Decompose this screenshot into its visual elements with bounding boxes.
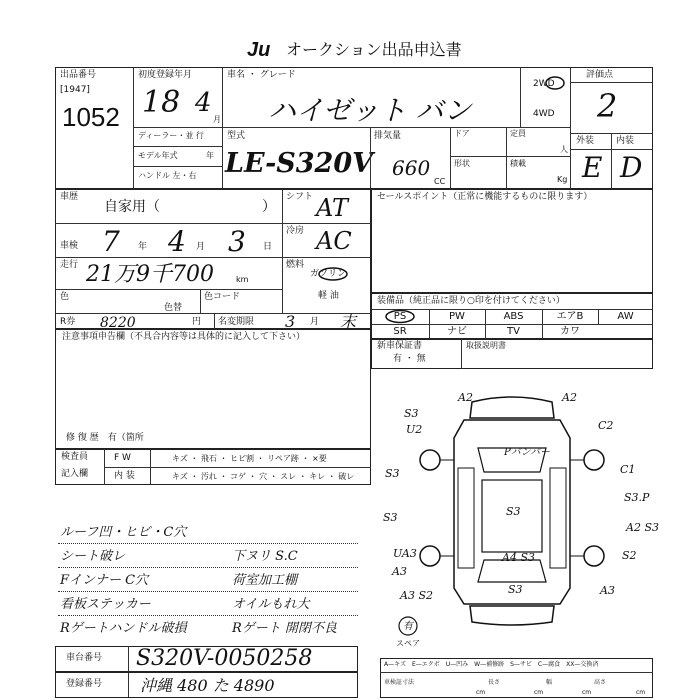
- legend-field-1: 車検証寸法: [384, 679, 415, 686]
- exterior-label: 外装: [576, 136, 595, 146]
- eval-score: 2: [597, 87, 618, 125]
- note-right-3: オイルもれ大: [232, 597, 310, 612]
- inspection-day-unit: 日: [263, 242, 273, 252]
- warranty-options: 有 ・ 無: [393, 354, 426, 364]
- legend-field-2: cm: [476, 689, 486, 696]
- sales-point-label: セールスポイント（正常に機能するものに限ります）: [377, 192, 593, 202]
- first-reg-month: 4: [195, 88, 212, 118]
- manual-label: 取扱説明書: [466, 341, 506, 350]
- load-label: 積載: [510, 159, 526, 168]
- brand-logo: Ju: [247, 39, 271, 61]
- mark-8: C1: [620, 463, 636, 476]
- interior-grade: D: [620, 151, 643, 184]
- equip-navi: ナビ: [447, 326, 467, 337]
- chassis-value: S320V-0050258: [136, 646, 313, 671]
- eval-label: 評価点: [586, 70, 614, 80]
- inspector-fw-items: キズ ・ 飛石 ・ ヒビ割 ・ リペア跡 ・ ×要: [172, 454, 327, 463]
- notes-label: 注意事項申告欄（不具合内容等は具体的に記入して下さい）: [62, 332, 306, 342]
- inspector-interior: 内 装: [114, 471, 135, 481]
- lot-number: 1052: [62, 102, 120, 132]
- doors-label: ドア: [454, 129, 470, 138]
- cooler-value: AC: [316, 227, 352, 255]
- shift-value: AT: [316, 194, 349, 222]
- mark-10: S3.P: [624, 491, 650, 504]
- equip-airbag: エアB: [556, 311, 584, 322]
- note-line-1: ルーフ凹・ヒビ・C穴: [60, 525, 187, 540]
- legend-field-4: cm: [534, 689, 544, 696]
- note-line-4: 看板ステッカー: [60, 597, 151, 612]
- mark-7: S3: [385, 467, 400, 480]
- mark-12: S3: [383, 511, 398, 524]
- mileage-label: 走行: [60, 260, 79, 270]
- shift-label: シフト: [286, 192, 314, 202]
- name-change-suffix: 末: [340, 312, 357, 331]
- model-label: 型式: [227, 131, 246, 141]
- color-code-label: 色コード: [204, 292, 241, 302]
- warranty-label: 新車保証書: [377, 341, 423, 351]
- mark-15: A3: [392, 565, 407, 578]
- displacement-value: 660: [392, 156, 431, 180]
- inspection-day: 3: [228, 225, 246, 258]
- exterior-grade: E: [582, 151, 603, 184]
- first-reg-month-unit: 月: [213, 115, 221, 124]
- displacement-unit: CC: [434, 177, 446, 186]
- cooler-label: 冷房: [286, 226, 305, 236]
- model-year-label: モデル年式: [138, 151, 178, 160]
- sales-point-box: [371, 189, 653, 293]
- registration-value: 沖縄 480 た 4890: [140, 676, 275, 695]
- registration-label: 登録番号: [66, 679, 103, 689]
- name-change-month-unit: 月: [310, 317, 320, 327]
- rken-label: R券: [60, 317, 76, 327]
- inspection-month: 4: [168, 225, 186, 258]
- legend-field-5: 幅: [546, 679, 553, 686]
- legend-field-6: cm: [582, 689, 592, 696]
- inspector-label-2: 記入欄: [61, 469, 89, 479]
- mark-3: S3: [404, 407, 419, 420]
- mark-11: A2 S3: [626, 521, 659, 534]
- note-line-5: Rゲートハンドル破損: [60, 621, 187, 636]
- 2wd-circle: [545, 76, 565, 90]
- car-name-label: 車名 ・ グレード: [227, 70, 296, 80]
- inspection-label: 車検: [60, 241, 79, 251]
- mark-19: A3: [600, 584, 615, 597]
- rken-value: 8220: [100, 315, 136, 331]
- note-right-2: 荷室加工棚: [232, 573, 298, 588]
- note-line-3: Fインナー C穴: [60, 573, 149, 588]
- equip-sr: SR: [393, 326, 407, 337]
- interior-label: 内装: [616, 136, 635, 146]
- equipment-label: 装備品（純正品に限り○印を付けてください）: [377, 296, 565, 306]
- fuel-diesel: 軽 油: [318, 291, 339, 301]
- gas-circle: [318, 267, 348, 281]
- legend-field-8: cm: [636, 689, 646, 696]
- mark-18: A3 S2: [400, 589, 433, 602]
- equip-leather: カワ: [560, 326, 580, 337]
- drive-4wd: 4WD: [533, 109, 555, 119]
- mark-9: S3: [506, 505, 521, 518]
- inspector-interior-items: キズ ・ 汚れ ・ コゲ ・ 穴 ・ スレ ・ キレ ・ 破レ: [172, 472, 355, 481]
- capacity-label: 定員: [510, 129, 526, 138]
- inspector-fw: F W: [114, 453, 131, 463]
- load-unit: Kg: [557, 175, 568, 184]
- history-close: ）: [262, 198, 276, 214]
- first-reg-year: 18: [142, 85, 181, 120]
- notes-box: [55, 329, 371, 449]
- fuel-gas: ガソリン: [310, 269, 347, 279]
- color-change-label: 色替: [164, 303, 183, 313]
- mileage-value: 21万9千700: [86, 262, 214, 287]
- inspection-year-unit: 年: [138, 242, 148, 252]
- repair-history-label: 修 復 歴 有（箇所: [66, 433, 144, 443]
- rken-unit: 円: [192, 317, 202, 327]
- model-code: LE-S320V: [225, 148, 374, 179]
- history-value: 自家用（: [104, 198, 160, 214]
- mark-2: A2: [562, 391, 577, 404]
- mileage-unit: km: [236, 275, 249, 284]
- note-right-4: Rゲート 開閉不良: [232, 621, 337, 636]
- mark-5: Pバンパー: [504, 447, 551, 458]
- equip-abs: ABS: [503, 311, 524, 322]
- handle-label: ハンドル 左・右: [138, 171, 197, 180]
- mark-6: C2: [598, 419, 614, 432]
- ps-circle: [385, 310, 415, 323]
- name-change-month: 3: [285, 312, 296, 331]
- lot-label: 出品番号: [60, 70, 97, 80]
- lot-sub: [1947]: [60, 85, 90, 95]
- equip-pw: PW: [449, 311, 465, 322]
- spare-label: スペア: [396, 639, 420, 648]
- legend-codes: A—キズ E—エクボ U—凹み W—補修跡 S—サビ C—腐食 XX—交換済: [384, 661, 599, 668]
- equip-tv: TV: [507, 326, 520, 337]
- mark-14: UA3: [393, 547, 417, 560]
- inspection-month-unit: 月: [196, 242, 206, 252]
- legend-field-3: 長さ: [488, 679, 501, 686]
- dealer-label: ディーラー・並 行: [138, 131, 204, 140]
- fuel-label: 燃料: [286, 260, 305, 270]
- legend-field-7: 高さ: [594, 679, 607, 686]
- equip-ps: PS: [393, 311, 407, 322]
- drive-2wd: 2WD: [533, 79, 555, 89]
- first-reg-label: 初度登録年月: [138, 70, 193, 80]
- note-right-1: 下ヌリ S.C: [232, 549, 298, 564]
- note-line-2: シート破レ: [60, 549, 126, 564]
- inspection-year: 7: [102, 225, 120, 258]
- history-label: 車歴: [60, 192, 79, 202]
- capacity-unit: 人: [560, 145, 568, 154]
- car-name-value: ハイゼット バン: [268, 94, 472, 127]
- mark-17: S3: [508, 583, 523, 596]
- inspector-label-1: 検査員: [61, 452, 89, 462]
- chassis-label: 車台番号: [66, 653, 103, 663]
- form-title: オークション出品申込書: [286, 42, 462, 59]
- shape-label: 形状: [454, 159, 470, 168]
- spare-mark: 有: [403, 621, 413, 632]
- equip-aw: AW: [617, 311, 634, 322]
- mark-1: A2: [458, 391, 473, 404]
- mark-13: A4 S3: [502, 551, 535, 564]
- year-unit: 年: [206, 151, 214, 160]
- mark-16: S2: [622, 549, 637, 562]
- mark-4: U2: [406, 423, 423, 436]
- displacement-label: 排気量: [374, 131, 402, 141]
- name-change-label: 名変期限: [218, 317, 255, 327]
- color-label: 色: [60, 292, 70, 302]
